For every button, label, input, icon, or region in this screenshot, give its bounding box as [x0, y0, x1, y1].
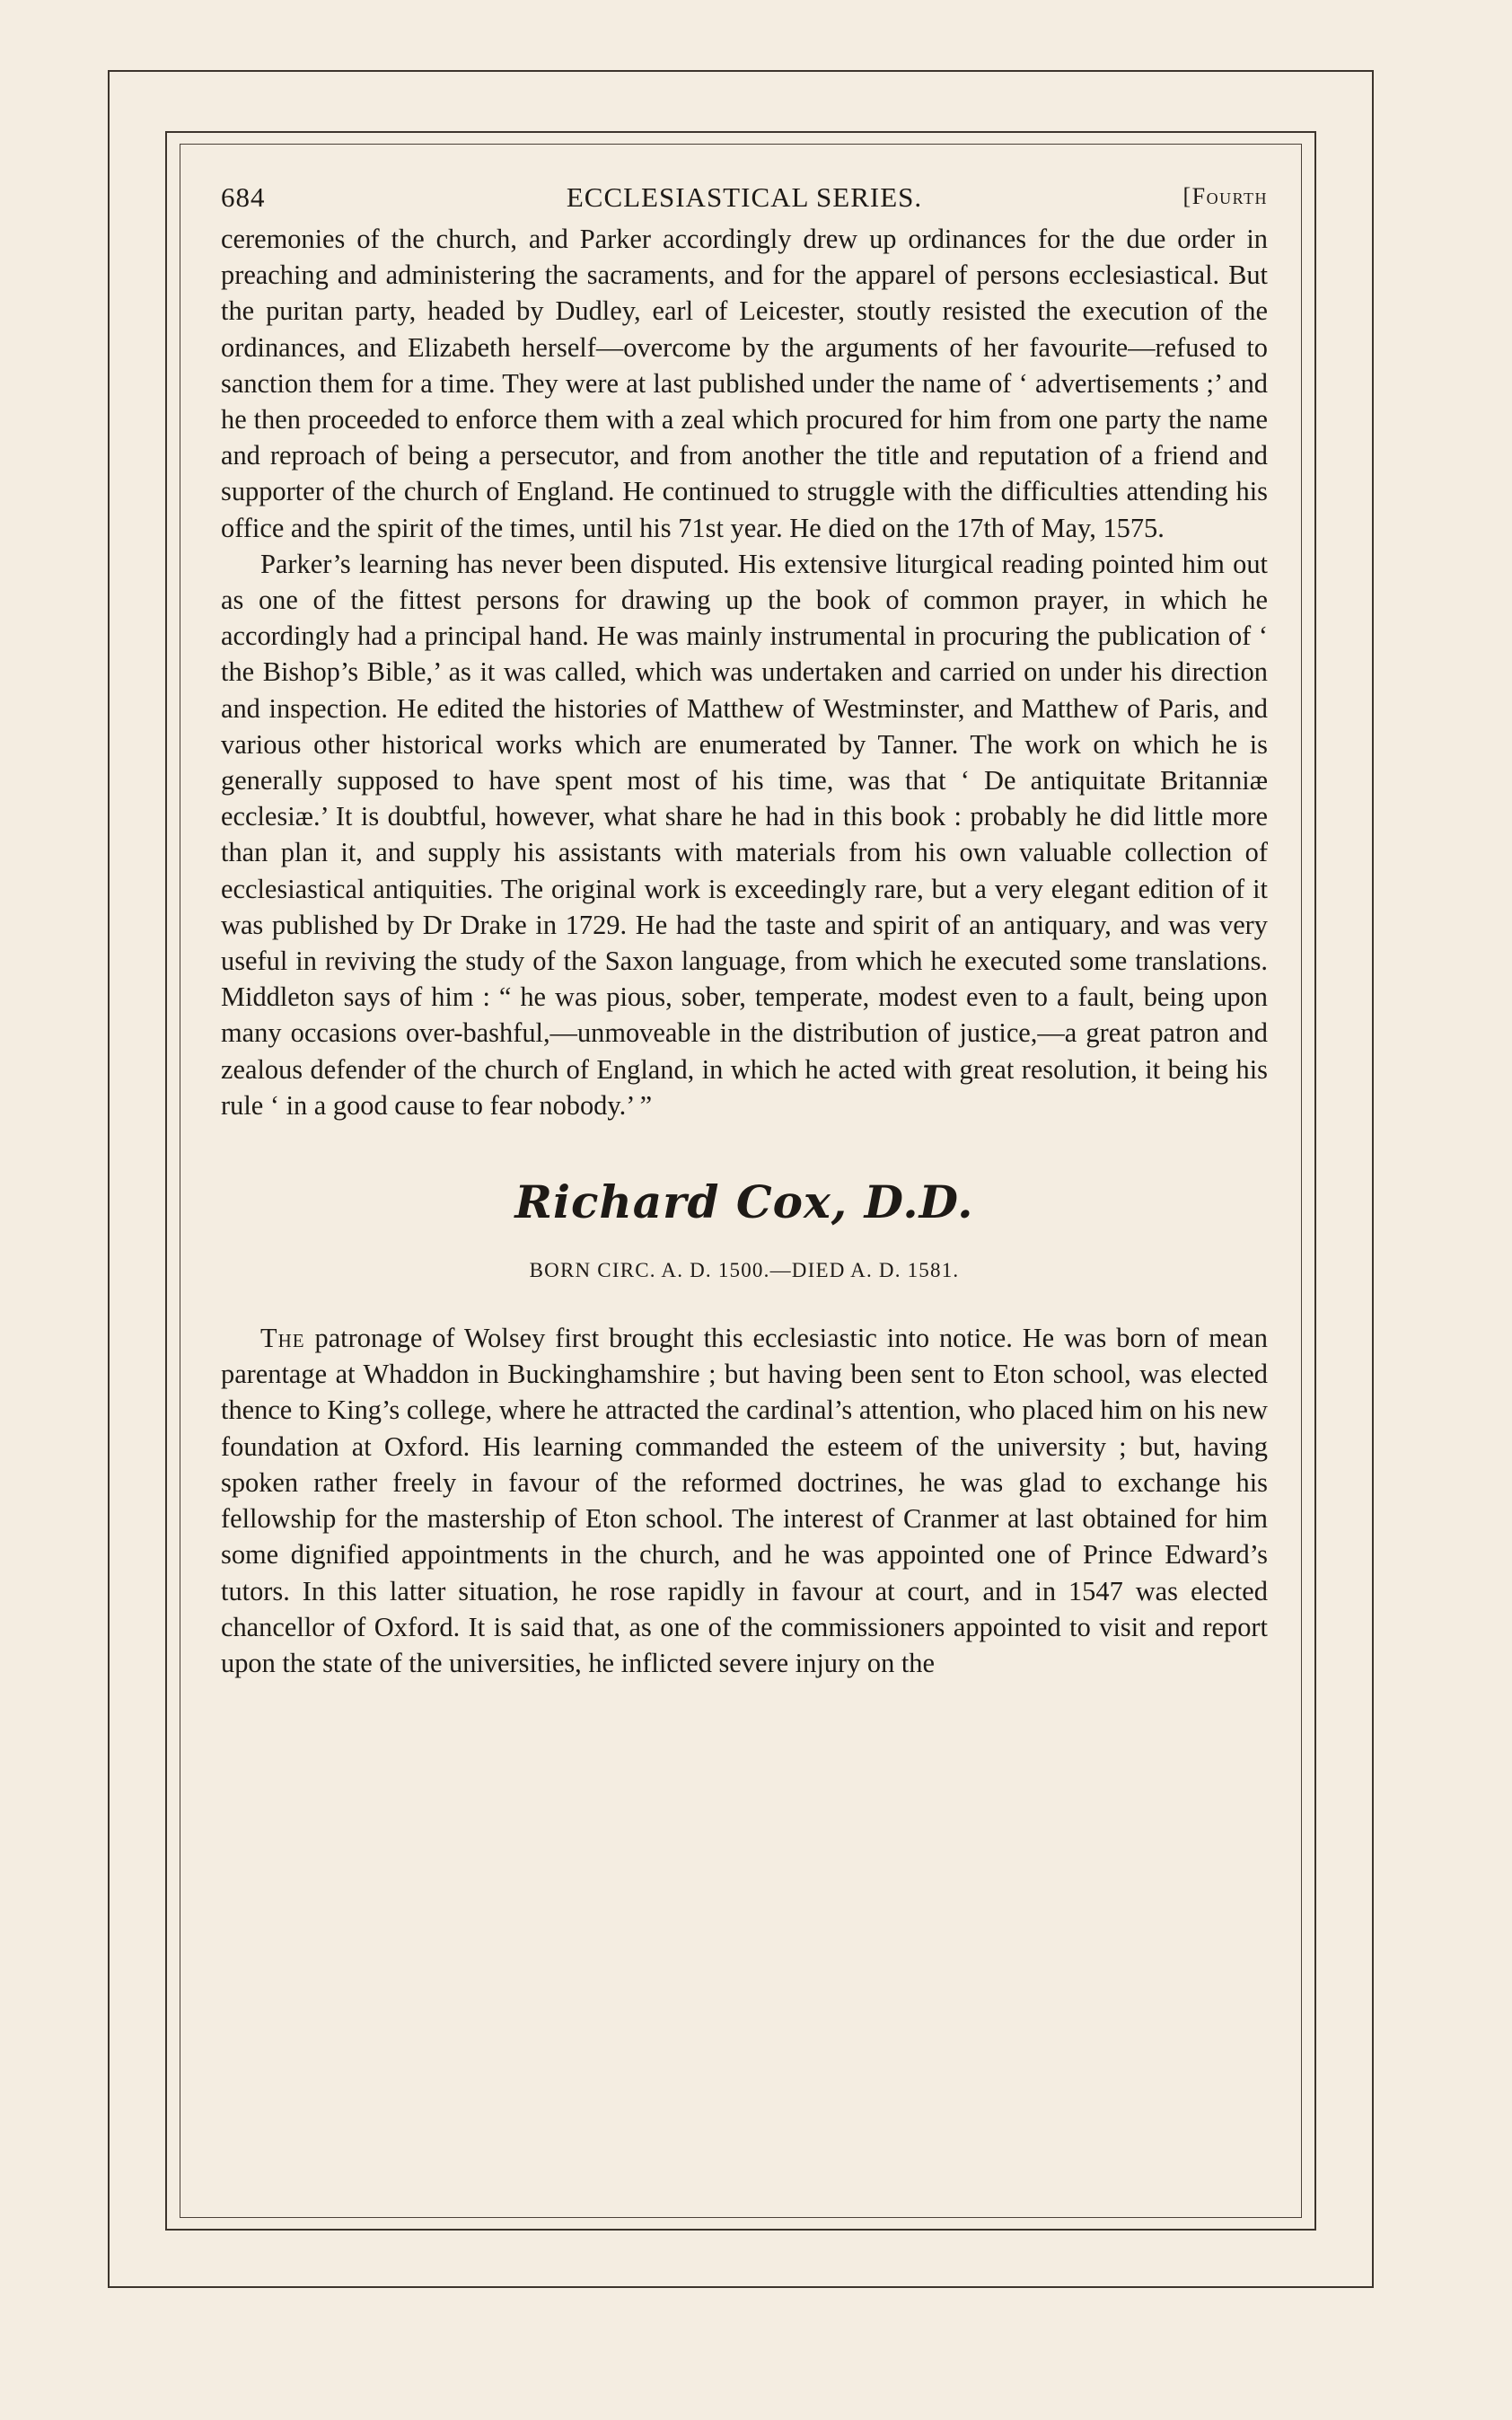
section-label — [1182, 183, 1268, 210]
article-first-paragraph — [221, 1320, 1268, 1681]
page-content — [221, 171, 1268, 1681]
page-number: 684 — [221, 181, 266, 213]
running-head — [221, 171, 1268, 221]
article-body-text: patronage of Wolsey first brought this ecclesiastic into notice. He was born of mean parentage at Whaddon in Buckinghamshire ; but having been sent to Eton school, was elected thence to King’s college, where he attracted the cardinal’s attention, who placed him on his new foundation at Oxford. His learning commanded the esteem of the university ; but, having spoken rather freely in favour of the reformed doctrines, he was glad to exchange his fellowship for the mastership of Eton school. The interest of Cranmer at last obtained for him some dignified appointments in the church, and he was appointed one of Prince Edward’s tutors. In this latter situation, he rose rapidly in favour at court, and in 1547 was elected chancellor of Oxford. It is said that, as one of the commissioners appointed to visit and report upon the state of the universities, he inflicted severe injury on the — [221, 1323, 1268, 1678]
paragraph-parker-learning: Parker’s learning has never been disputed. His extensive liturgical reading pointed him out as one of the fittest persons for drawing up the book of common prayer, in which he accordingly had a principal hand. He was mainly instrumental in procuring the publication of ‘ the Bishop’s Bible,’ as it was called, which was undertaken and carried on under his direction and inspection. He edited the histories of Matthew of Westminster, and Matthew of Paris, and various other historical works which are enumerated by Tanner. The work on which he is generally supposed to have spent most of his time, was that ‘ De antiquitate Britanniæ ecclesiæ.’ It is doubtful, however, what share he had in this book : probably he did little more than plan it, and supply his assistants with materials from his own valuable collection of ecclesiastical antiquities. The original work is exceedingly rare, but a very elegant edition of it was published by Dr Drake in 1729. He had the taste and spirit of an antiquary, and was very useful in reviving the study of the Saxon language, from which he executed some translations. Middleton says of him : “ he was pious, sober, temperate, modest even to a fault, being upon many occasions over-bashful,—unmoveable in the distribution of justice,—a great patron and zealous defender of the church of England, in which he acted with great resolution, it being his rule ‘ in a good cause to fear nobody.’ ” — [221, 548, 1268, 1121]
article-first-word: The — [260, 1323, 305, 1354]
article-dates: BORN CIRC. A. D. 1500.—DIED A. D. 1581. — [529, 1259, 960, 1282]
section-label-text: [Fourth — [1182, 183, 1268, 209]
paragraph-continued: ceremonies of the church, and Parker accordingly drew up ordinances for the due order in preaching and administering the sacraments, and for the apparel of persons ecclesiastical. But the puritan party, headed by Dudley, earl of Leicester, stoutly resisted the execution of the ordinances, and Elizabeth herself—overcome by the arguments of her favourite—refused to sanction them for a time. They were at last published under the name of ‘ advertisements ;’ and he then proceeded to enforce them with a zeal which procured for him from one party the name and reproach of being a persecutor, and from another the title and reputation of a friend and supporter of the church of England. He continued to struggle with the difficulties attending his office and the spirit of the times, until his 71st year. He died on the 17th of May, 1575. — [221, 224, 1268, 543]
series-title: ECCLESIASTICAL SERIES. — [566, 181, 923, 213]
article-title: Richard Cox, D.D. — [514, 1175, 974, 1229]
